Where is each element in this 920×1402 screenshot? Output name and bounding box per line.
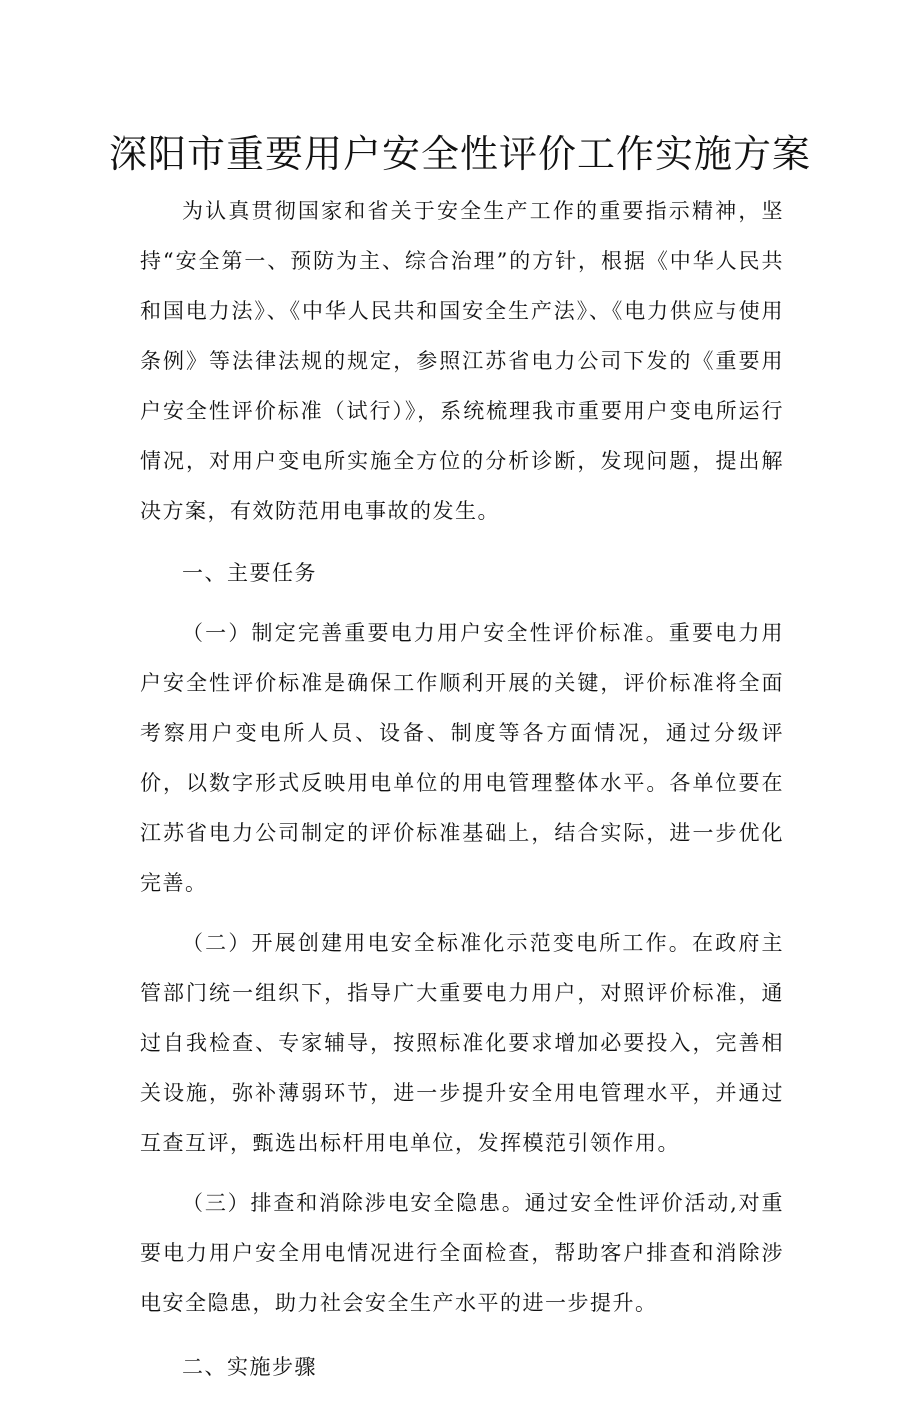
section-heading-main-tasks: 一、主要任务 [182,561,317,585]
task-paragraph-1: （一）制定完善重要电力用户安全性评价标准。重要电力用户安全性评价标准是确保工作顺利开展的关键，评价标准将全面考察用户变电所人员、设备、制度等各方面情况，通过分级评价，以数字形式反映用电单位的用电管理整体水平。各单位要在江苏省电力公司制定的评价标准基础上，结合实际，进一步优化完善。 [140,621,784,895]
section-heading-implementation-steps: 二、实施步骤 [182,1355,317,1379]
document-body [140,186,784,1402]
task-paragraph-2: （二）开展创建用电安全标准化示范变电所工作。在政府主管部门统一组织下，指导广大重要电力用户，对照评价标准，通过自我检查、专家辅导，按照标准化要求增加必要投入，完善相关设施，弥补薄弱环节，进一步提升安全用电管理水平，并通过互查互评，甄选出标杆用电单位，发挥模范引领作用。 [140,931,784,1155]
intro-paragraph: 为认真贯彻国家和省关于安全生产工作的重要指示精神，坚持“安全第一、预防为主、综合治理”的方针，根据《中华人民共和国电力法》、《中华人民共和国安全生产法》、《电力供应与使用条例》等法律法规的规定，参照江苏省电力公司下发的《重要用户安全性评价标准（试行）》，系统梳理我市重要用户变电所运行情况，对用户变电所实施全方位的分析诊断，发现问题，提出解决方案，有效防范用电事故的发生。 [140,199,784,523]
document-title: 深阳市重要用户安全性评价工作实施方案 [108,132,811,176]
task-paragraph-3: （三）排查和消除涉电安全隐患。通过安全性评价活动,对重要电力用户安全用电情况进行全面检查，帮助客户排查和消除涉电安全隐患，助力社会安全生产水平的进一步提升。 [140,1191,784,1315]
